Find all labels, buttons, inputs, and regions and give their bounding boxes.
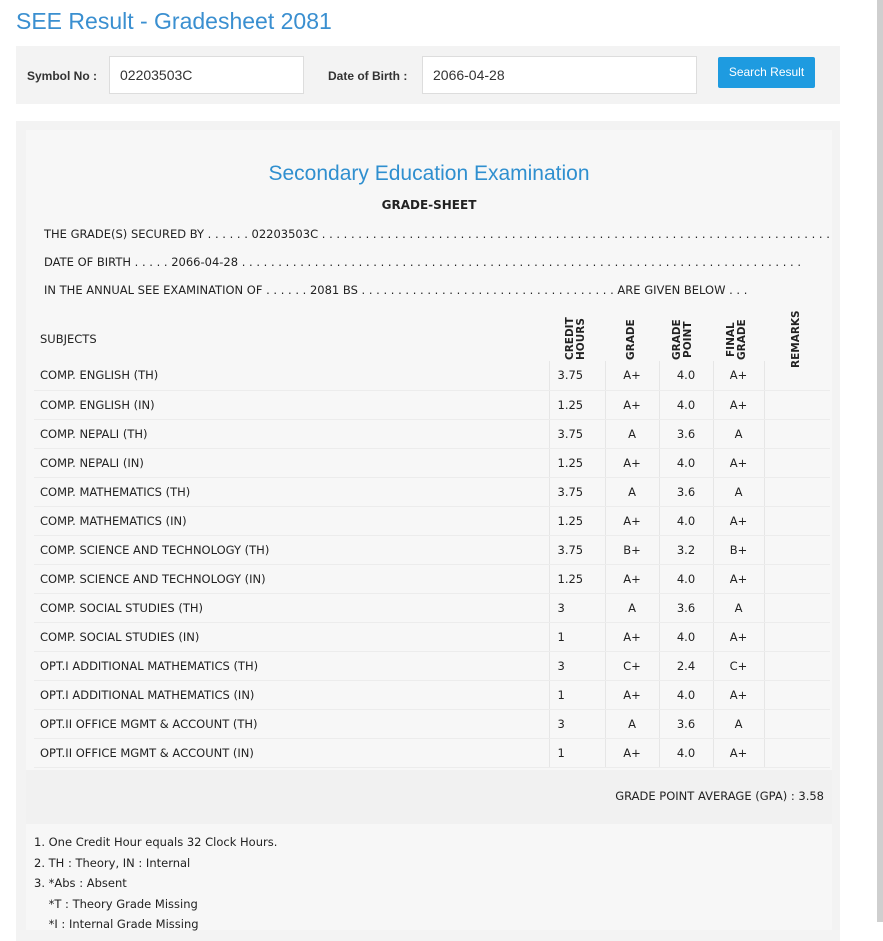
exam-line: IN THE ANNUAL SEE EXAMINATION OF . . . . . . 2081 BS . . . . . . . . . . . . . . . . . . . . . . . . . . . . . . . . . . . ARE GIVEN BELOW . . . xyxy=(44,283,748,297)
final-grade-cell: A+ xyxy=(713,390,764,419)
note-item: 3. *Abs : Absent xyxy=(34,876,127,890)
grade-point-cell: 3.6 xyxy=(659,709,713,738)
remarks-cell xyxy=(764,390,830,419)
grade-cell: A+ xyxy=(605,448,659,477)
subject-cell: COMP. SOCIAL STUDIES (IN) xyxy=(34,622,549,651)
table-row xyxy=(34,506,830,535)
grade-point-cell: 4.0 xyxy=(659,361,713,390)
credit-hours-cell: 1.25 xyxy=(549,448,605,477)
grade-point-cell: 4.0 xyxy=(659,390,713,419)
remarks-cell xyxy=(764,448,830,477)
grade-cell: A+ xyxy=(605,564,659,593)
header-remarks: REMARKS xyxy=(790,310,802,368)
header-subjects: SUBJECTS xyxy=(40,332,97,346)
page-title: SEE Result - Gradesheet 2081 xyxy=(16,8,332,34)
exam-title: Secondary Education Examination xyxy=(268,162,590,185)
credit-hours-cell: 1.25 xyxy=(549,564,605,593)
credit-hours-cell: 1.25 xyxy=(549,506,605,535)
remarks-cell xyxy=(764,651,830,680)
remarks-cell xyxy=(764,709,830,738)
symbol-input[interactable]: 02203503C xyxy=(109,56,304,94)
subject-cell: COMP. SCIENCE AND TECHNOLOGY (TH) xyxy=(34,535,549,564)
grade-point-cell: 4.0 xyxy=(659,564,713,593)
table-row xyxy=(34,419,830,448)
gpa-value: GRADE POINT AVERAGE (GPA) : 3.58 xyxy=(615,789,824,803)
grade-point-cell: 4.0 xyxy=(659,506,713,535)
grade-cell: A xyxy=(605,709,659,738)
remarks-cell xyxy=(764,593,830,622)
grades-table xyxy=(34,361,830,768)
grade-point-cell: 3.6 xyxy=(659,419,713,448)
table-row xyxy=(34,448,830,477)
search-result-button[interactable]: Search Result xyxy=(718,57,815,88)
subject-cell: COMP. ENGLISH (TH) xyxy=(34,361,549,390)
note-item: 1. One Credit Hour equals 32 Clock Hours. xyxy=(34,835,278,849)
final-grade-cell: A xyxy=(713,419,764,448)
grade-cell: A xyxy=(605,593,659,622)
grade-cell: A+ xyxy=(605,622,659,651)
final-grade-cell: A+ xyxy=(713,361,764,390)
credit-hours-cell: 3 xyxy=(549,593,605,622)
symbol-label: Symbol No : xyxy=(27,69,98,83)
table-row xyxy=(34,535,830,564)
credit-hours-cell: 3.75 xyxy=(549,419,605,448)
grade-cell: A+ xyxy=(605,738,659,767)
note-item: *I : Internal Grade Missing xyxy=(34,917,199,931)
table-row xyxy=(34,738,830,767)
note-item: 2. TH : Theory, IN : Internal xyxy=(34,855,191,870)
final-grade-cell: B+ xyxy=(713,535,764,564)
final-grade-cell: A+ xyxy=(713,564,764,593)
subject-cell: COMP. SCIENCE AND TECHNOLOGY (IN) xyxy=(34,564,549,593)
table-row xyxy=(34,477,830,506)
final-grade-cell: A xyxy=(713,477,764,506)
credit-hours-cell: 3 xyxy=(549,709,605,738)
header-grade-point: GRADE POINT xyxy=(671,319,694,360)
final-grade-cell: A+ xyxy=(713,738,764,767)
final-grade-cell: A+ xyxy=(713,680,764,709)
grade-cell: A+ xyxy=(605,680,659,709)
grade-point-cell: 3.6 xyxy=(659,477,713,506)
grade-point-cell: 4.0 xyxy=(659,738,713,767)
credit-hours-cell: 1 xyxy=(549,738,605,767)
final-grade-cell: A+ xyxy=(713,506,764,535)
table-row xyxy=(34,593,830,622)
notes xyxy=(34,832,832,935)
remarks-cell xyxy=(764,564,830,593)
subject-cell: OPT.I ADDITIONAL MATHEMATICS (TH) xyxy=(34,651,549,680)
grade-point-cell: 3.6 xyxy=(659,593,713,622)
remarks-cell xyxy=(764,680,830,709)
gradesheet-heading: GRADE-SHEET xyxy=(381,198,477,212)
table-row xyxy=(34,709,830,738)
subject-cell: COMP. MATHEMATICS (TH) xyxy=(34,477,549,506)
gradesheet xyxy=(26,130,832,930)
subject-cell: OPT.I ADDITIONAL MATHEMATICS (IN) xyxy=(34,680,549,709)
final-grade-cell: A xyxy=(713,593,764,622)
remarks-cell xyxy=(764,535,830,564)
credit-hours-cell: 3.75 xyxy=(549,535,605,564)
header-final-grade: FINAL GRADE xyxy=(725,319,748,360)
grade-point-cell: 3.2 xyxy=(659,535,713,564)
credit-hours-cell: 3.75 xyxy=(549,361,605,390)
dob-line: DATE OF BIRTH . . . . . 2066-04-28 . . . . . . . . . . . . . . . . . . . . . . . . . . . . . . . . . . . . . . . . . . . . . . . . . . . . . . . . . . . . . . . . . . . . . . . . . . . . . xyxy=(44,255,801,269)
final-grade-cell: A+ xyxy=(713,448,764,477)
remarks-cell xyxy=(764,622,830,651)
table-row xyxy=(34,680,830,709)
final-grade-cell: A xyxy=(713,709,764,738)
credit-hours-cell: 1.25 xyxy=(549,390,605,419)
subject-cell: COMP. NEPALI (IN) xyxy=(34,448,549,477)
table-row xyxy=(34,651,830,680)
remarks-cell xyxy=(764,506,830,535)
remarks-cell xyxy=(764,477,830,506)
grade-cell: B+ xyxy=(605,535,659,564)
dob-label: Date of Birth : xyxy=(328,69,408,83)
remarks-cell xyxy=(764,361,830,390)
subject-cell: COMP. NEPALI (TH) xyxy=(34,419,549,448)
table-row xyxy=(34,361,830,390)
credit-hours-cell: 1 xyxy=(549,680,605,709)
search-panel xyxy=(16,46,840,104)
grade-cell: A xyxy=(605,419,659,448)
grade-point-cell: 4.0 xyxy=(659,448,713,477)
grade-cell: A+ xyxy=(605,506,659,535)
credit-hours-cell: 1 xyxy=(549,622,605,651)
grade-point-cell: 2.4 xyxy=(659,651,713,680)
grade-cell: A xyxy=(605,477,659,506)
final-grade-cell: C+ xyxy=(713,651,764,680)
subject-cell: COMP. SOCIAL STUDIES (TH) xyxy=(34,593,549,622)
remarks-cell xyxy=(764,738,830,767)
table-row xyxy=(34,622,830,651)
secured-by-line: THE GRADE(S) SECURED BY . . . . . . 02203503C . . . . . . . . . . . . . . . . . . . . . . . . . . . . . . . . . . . . . . . . . . . . . . . . . . . . . . . . . . . . . . . . . . . . . . xyxy=(44,227,830,241)
subject-cell: OPT.II OFFICE MGMT & ACCOUNT (TH) xyxy=(34,709,549,738)
subject-cell: OPT.II OFFICE MGMT & ACCOUNT (IN) xyxy=(34,738,549,767)
dob-input[interactable]: 2066-04-28 xyxy=(422,56,697,94)
remarks-cell xyxy=(764,419,830,448)
subject-cell: COMP. MATHEMATICS (IN) xyxy=(34,506,549,535)
table-row xyxy=(34,564,830,593)
table-row xyxy=(34,390,830,419)
grade-point-cell: 4.0 xyxy=(659,680,713,709)
grade-point-cell: 4.0 xyxy=(659,622,713,651)
grade-cell: A+ xyxy=(605,361,659,390)
scrollbar[interactable] xyxy=(877,0,883,922)
credit-hours-cell: 3.75 xyxy=(549,477,605,506)
header-credit-hours: CREDIT HOURS xyxy=(564,317,587,360)
final-grade-cell: A+ xyxy=(713,622,764,651)
credit-hours-cell: 3 xyxy=(549,651,605,680)
note-item: *T : Theory Grade Missing xyxy=(34,896,198,911)
grade-cell: C+ xyxy=(605,651,659,680)
header-grade: GRADE xyxy=(625,319,637,360)
subject-cell: COMP. ENGLISH (IN) xyxy=(34,390,549,419)
grade-cell: A+ xyxy=(605,390,659,419)
